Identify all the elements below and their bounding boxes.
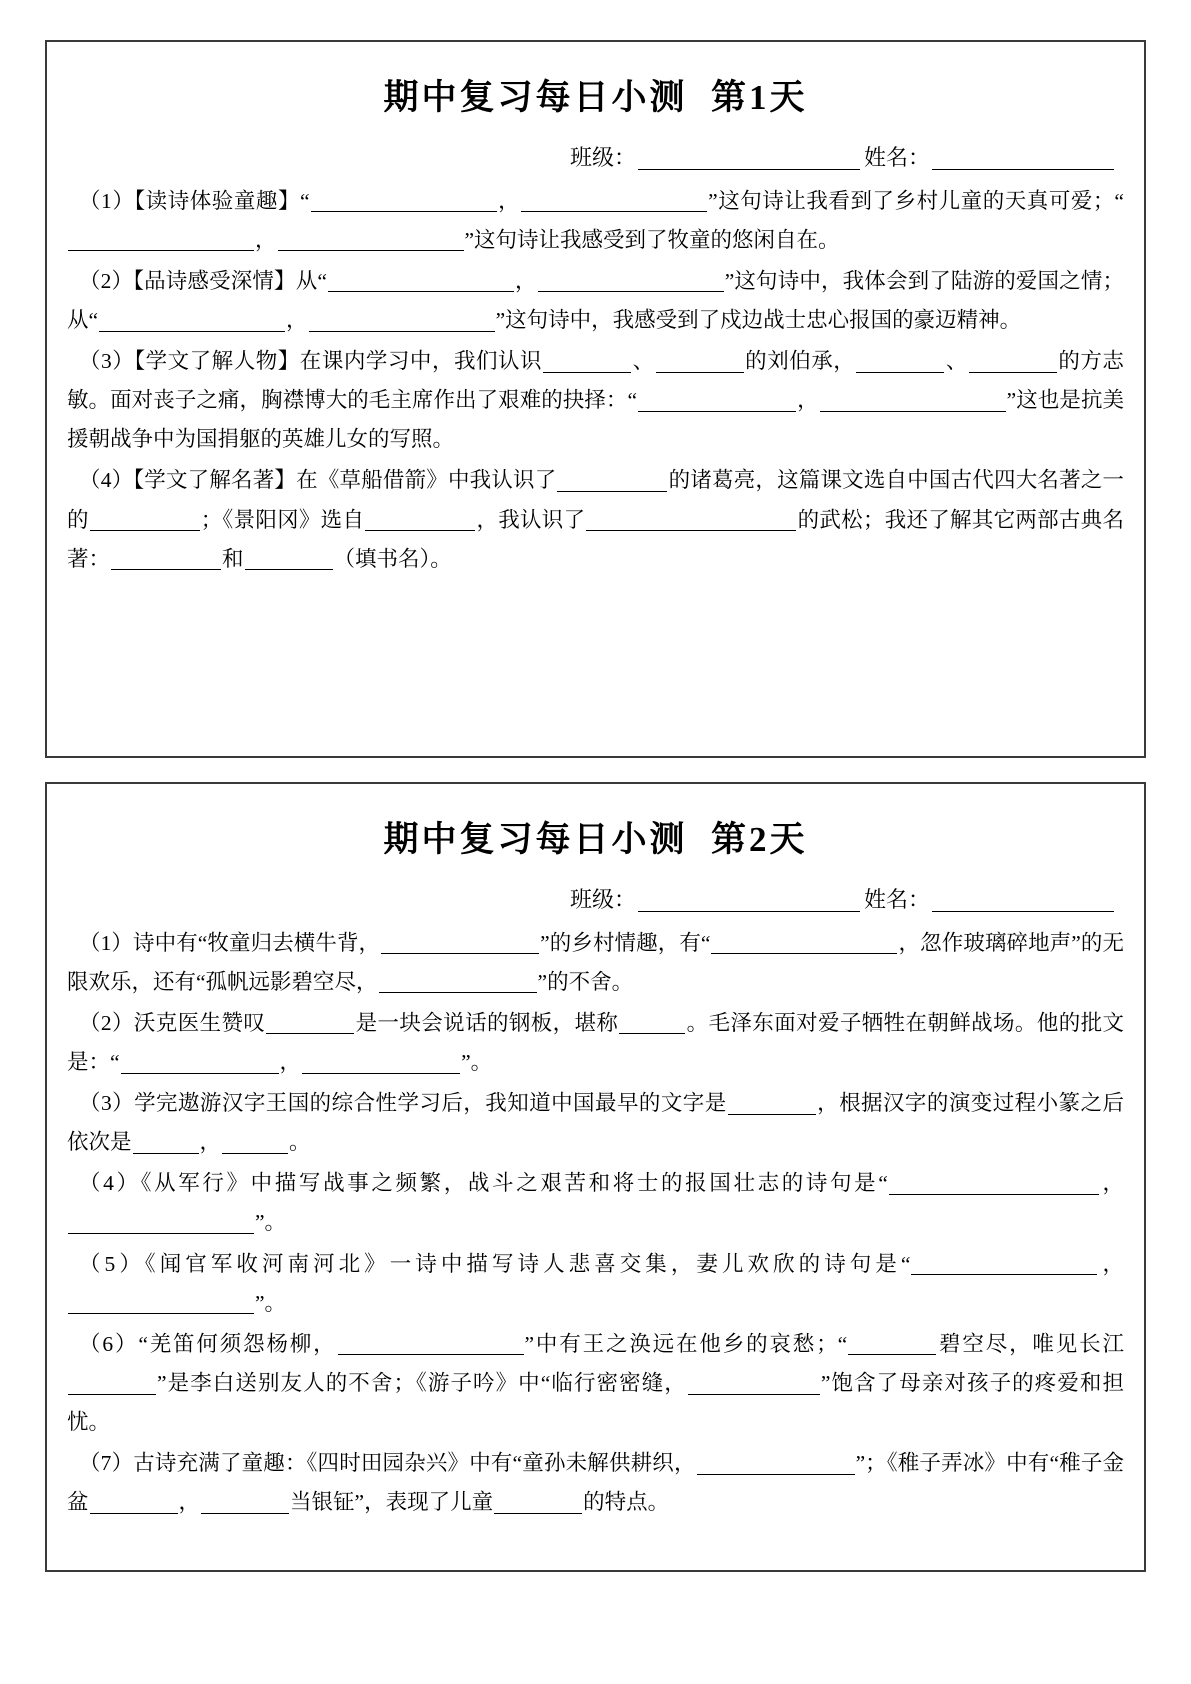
text-segment: 沃克医生赞叹 (133, 1010, 266, 1035)
text-segment: ， (797, 388, 819, 413)
text-segment: 。 (289, 1130, 311, 1155)
text-segment: “ (299, 188, 310, 213)
blank-line[interactable] (68, 1291, 254, 1315)
name-label-day1: 姓名： (863, 144, 930, 170)
blank-line[interactable] (266, 1011, 354, 1035)
text-segment: 在课内学习中，我们认识 (299, 349, 543, 373)
text-segment: ， (279, 1049, 302, 1074)
name-input-line-day2[interactable] (932, 889, 1114, 912)
text-segment: ；《景阳冈》选自 (200, 507, 365, 532)
question-day1-2 (67, 262, 1124, 340)
blank-line[interactable] (338, 1332, 524, 1356)
text-segment: ， (514, 268, 537, 293)
blank-line[interactable] (90, 1490, 178, 1514)
blank-line[interactable] (90, 508, 200, 532)
blank-line[interactable] (302, 1050, 460, 1074)
blank-line[interactable] (557, 469, 667, 493)
text-segment: ”。 (255, 1210, 287, 1235)
text-segment: 、 (945, 349, 968, 373)
text-segment: 的方志敏。面对丧子之痛，胸襟博大的毛主席作出了艰难的抉择：“ (67, 349, 1124, 413)
blank-line[interactable] (311, 189, 497, 213)
text-segment: ， (199, 1130, 222, 1155)
question-day2-3 (67, 1084, 1124, 1162)
text-segment: 诗中有“牧童归去横牛背， (133, 930, 381, 955)
text-segment: ”是李白送别友人的不舍；《游子吟》中“临行密密缝， (157, 1370, 687, 1395)
blank-line[interactable] (538, 269, 724, 293)
name-label-day2: 姓名： (863, 886, 930, 912)
question-number: （7） (79, 1451, 134, 1476)
question-day1-1 (67, 182, 1124, 260)
question-number: （5） (79, 1251, 145, 1276)
text-segment: 和 (222, 546, 244, 571)
class-label-day2: 班级： (569, 886, 636, 912)
text-segment: 、 (632, 349, 655, 373)
class-input-line-day2[interactable] (638, 889, 860, 912)
blank-line[interactable] (68, 228, 254, 252)
blank-line[interactable] (365, 508, 475, 532)
text-segment: ”这句诗让我看到了乡村儿童的天真可爱；“ (708, 188, 1124, 213)
text-segment: ，我认识了 (476, 507, 586, 532)
text-segment: ， (1099, 1171, 1124, 1196)
blank-line[interactable] (379, 970, 537, 994)
blank-line[interactable] (494, 1490, 582, 1514)
text-segment: 古诗充满了童趣：《四时田园杂兴》中有“童孙未解供耕织， (133, 1451, 696, 1476)
blank-line[interactable] (711, 931, 897, 955)
question-number: （3） (79, 349, 135, 373)
blank-line[interactable] (969, 349, 1057, 373)
blank-line[interactable] (619, 1011, 685, 1035)
blank-line[interactable] (586, 508, 796, 532)
question-day1-4 (67, 461, 1124, 578)
question-tag: 【品诗感受深情】 (133, 268, 296, 293)
identity-row-day2 (67, 883, 1124, 914)
text-segment: 《闻官军收河南河北》一诗中描写诗人悲喜交集，妻儿欢欣的诗句是“ (144, 1251, 911, 1276)
text-segment: ， (178, 1490, 201, 1515)
text-segment: “羌笛何须怨杨柳， (138, 1331, 337, 1356)
blank-line[interactable] (638, 388, 796, 412)
blank-line[interactable] (728, 1091, 816, 1115)
blank-line[interactable] (697, 1451, 855, 1475)
blank-line[interactable] (121, 1050, 279, 1074)
question-number: （4） (79, 1171, 141, 1196)
text-segment: ”；《稚子弄冰》中有“稚子金盆 (67, 1451, 1124, 1515)
blank-line[interactable] (911, 1252, 1097, 1276)
question-number: （3） (79, 1091, 135, 1115)
blank-line[interactable] (133, 1130, 199, 1154)
question-day2-5 (67, 1245, 1124, 1323)
text-segment: 当银钲”，表现了儿童 (290, 1490, 494, 1515)
class-field-day1 (570, 141, 864, 172)
text-segment: （填书名）。 (333, 546, 452, 571)
question-tag: 【学文了解名著】 (133, 468, 297, 493)
quiz-box-day2 (45, 782, 1146, 1572)
question-day2-7 (67, 1444, 1124, 1522)
blank-line[interactable] (889, 1171, 1099, 1195)
text-segment: 的诸葛亮，这篇课文选自中国古代四大名著之一的 (67, 468, 1124, 532)
text-segment: ”这也是抗美援朝战争中为国捐躯的英雄儿女的写照。 (67, 388, 1125, 452)
text-segment: ， (1098, 1251, 1124, 1276)
question-day2-1 (67, 924, 1124, 1002)
blank-line[interactable] (222, 1130, 288, 1154)
question-tag: 【读诗体验童趣】 (134, 188, 300, 213)
question-number: （6） (79, 1331, 139, 1356)
question-day2-4 (67, 1164, 1124, 1242)
blank-line[interactable] (68, 1211, 254, 1235)
text-segment: 是一块会说话的钢板，堪称 (355, 1010, 619, 1035)
text-segment: 在《草船借箭》中我认识了 (296, 468, 557, 493)
text-segment: 。毛泽东面对爱子牺牲在朝鲜战场。他的批文是：“ (67, 1010, 1124, 1074)
text-segment: 碧空尽，唯见长江 (937, 1331, 1124, 1356)
blank-line[interactable] (278, 228, 464, 252)
blank-line[interactable] (309, 308, 495, 332)
blank-line[interactable] (856, 349, 944, 373)
question-day2-2 (67, 1004, 1124, 1082)
text-segment: ， (497, 188, 521, 213)
blank-line[interactable] (111, 547, 221, 571)
text-segment: ，忽作玻璃碎地声”的无限欢乐，还有“孤帆远影碧空尽， (67, 930, 1124, 994)
question-number: （4） (79, 468, 134, 493)
text-segment: ”。 (255, 1290, 287, 1315)
name-input-line-day1[interactable] (932, 147, 1114, 170)
question-number: （1） (79, 930, 134, 955)
blank-line[interactable] (99, 308, 285, 332)
blank-line[interactable] (688, 1371, 820, 1395)
text-segment: ， (286, 307, 308, 332)
question-day1-3 (67, 342, 1124, 459)
text-segment: ，根据汉字的演变过程小篆之后依次是 (67, 1091, 1124, 1155)
blank-line[interactable] (245, 547, 333, 571)
blank-line[interactable] (68, 1371, 156, 1395)
blank-line[interactable] (820, 388, 1006, 412)
quiz-title-day2: 期中复习每日小测 第2天 (383, 820, 808, 859)
text-segment: ”的乡村情趣，有“ (540, 930, 711, 955)
text-segment: ”这句诗中，我感受到了戍边战士忠心报国的豪迈精神。 (495, 307, 1022, 332)
blank-line[interactable] (381, 931, 539, 955)
text-segment: ”。 (461, 1049, 493, 1074)
class-input-line-day1[interactable] (638, 147, 860, 170)
blank-line[interactable] (656, 349, 744, 373)
question-day2-6 (67, 1325, 1124, 1442)
question-number: （1） (79, 188, 135, 213)
quiz-title-day1: 期中复习每日小测 第1天 (383, 78, 808, 117)
blank-line[interactable] (328, 269, 514, 293)
identity-row-day1 (67, 141, 1124, 172)
text-segment: 的刘伯承， (744, 349, 856, 373)
text-segment: ， (255, 227, 277, 252)
blank-line[interactable] (848, 1332, 936, 1356)
question-number: （2） (79, 268, 134, 293)
question-number: （2） (79, 1010, 134, 1035)
name-field-day2 (864, 883, 1118, 914)
text-segment: ”饱含了母亲对孩子的疼爱和担忧。 (67, 1370, 1124, 1434)
blank-line[interactable] (201, 1490, 289, 1514)
text-segment: 学完遨游汉字王国的综合性学习后，我知道中国最早的文字是 (134, 1091, 727, 1115)
text-segment: 的特点。 (583, 1490, 670, 1515)
blank-line[interactable] (521, 189, 707, 213)
quiz-box-day1 (45, 40, 1146, 758)
blank-line[interactable] (543, 349, 631, 373)
question-tag: 【学文了解人物】 (134, 349, 300, 373)
text-segment: ”的不舍。 (537, 969, 634, 994)
text-segment: ”这句诗让我感受到了牧童的悠闲自在。 (464, 227, 840, 252)
text-segment: ”中有王之涣远在他乡的哀愁；“ (524, 1331, 848, 1356)
text-segment: ”这句诗中，我体会到了陆游的爱国之情；从“ (67, 268, 1124, 332)
text-segment: 的武松；我还了解其它两部古典名著： (67, 507, 1124, 571)
name-field-day1 (864, 141, 1118, 172)
text-segment: 《从军行》中描写战事之频繁，战斗之艰苦和将士的报国壮志的诗句是“ (140, 1171, 888, 1196)
class-field-day2 (570, 883, 864, 914)
text-segment: 从“ (295, 268, 327, 293)
class-label-day1: 班级： (569, 144, 636, 170)
